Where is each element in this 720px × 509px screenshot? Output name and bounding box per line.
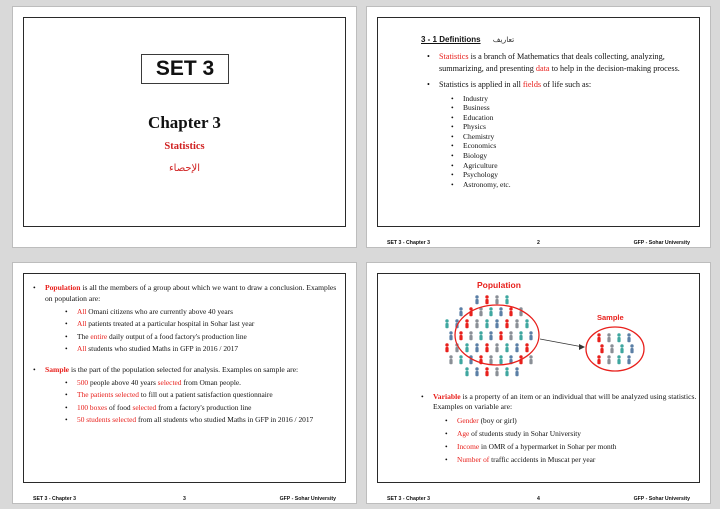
list-item xyxy=(65,344,345,355)
population-sample-figure xyxy=(437,289,647,389)
person-icon-head xyxy=(617,355,620,358)
person-icon-body xyxy=(489,359,492,364)
footer-chapter: SET 3 - Chapter 3 xyxy=(33,496,76,502)
arrow-line xyxy=(540,339,583,347)
person-icon-head xyxy=(499,355,502,358)
sample-definition xyxy=(33,365,345,426)
list-item xyxy=(65,378,345,389)
person-icon-head xyxy=(475,295,478,298)
item-text: from a factory's production line xyxy=(156,402,252,412)
person-icon-body xyxy=(597,359,600,364)
applied-text-end: of life such as: xyxy=(541,80,592,89)
highlight: Age xyxy=(457,429,470,438)
applied-text: Statistics is applied in all xyxy=(439,80,523,89)
person-icon-head xyxy=(479,355,482,358)
person-icon-body xyxy=(489,311,492,316)
list-item: • Psychology xyxy=(451,170,697,180)
section-title xyxy=(421,35,514,44)
person-icon-body xyxy=(479,335,482,340)
person-icon-body xyxy=(515,347,518,352)
person-icon-body xyxy=(509,335,512,340)
person-icon-body xyxy=(485,299,488,304)
person-icon-body xyxy=(475,371,478,376)
person-icon-head xyxy=(620,344,623,347)
person-icon-body xyxy=(469,335,472,340)
person-icon-body xyxy=(627,337,630,342)
person-icon-body xyxy=(475,323,478,328)
person-icon-head xyxy=(505,319,508,322)
person-icon-head xyxy=(445,343,448,346)
person-icon-head xyxy=(449,355,452,358)
list-item xyxy=(65,415,345,426)
person-icon-body xyxy=(610,348,613,353)
person-icon-body xyxy=(515,371,518,376)
person-icon-head xyxy=(465,319,468,322)
person-icon-body xyxy=(519,335,522,340)
person-icon-body xyxy=(525,323,528,328)
highlight: selected xyxy=(132,402,157,412)
highlight: Gender xyxy=(457,416,479,425)
person-icon-head xyxy=(505,343,508,346)
person-icon-head xyxy=(529,331,532,334)
item-text: of food xyxy=(107,402,133,412)
person-icon-head xyxy=(630,344,633,347)
variable-list xyxy=(421,392,703,468)
person-icon-head xyxy=(495,295,498,298)
item-text: patients treated at a particular hospital in Sohar last year xyxy=(86,319,255,329)
highlight: 100 boxes xyxy=(77,402,108,412)
slide-3 xyxy=(12,262,357,504)
variable-text: is a property of an item or an individual that will be analyzed using statistics. Examples on variable are: xyxy=(433,392,697,411)
page-number: 4 xyxy=(537,496,540,502)
person-icon-head xyxy=(475,367,478,370)
person-icon-head xyxy=(485,295,488,298)
person-icon-head xyxy=(459,307,462,310)
person-icon-head xyxy=(449,331,452,334)
person-icon-head xyxy=(505,367,508,370)
person-icon-body xyxy=(445,323,448,328)
person-icon-body xyxy=(485,347,488,352)
footer-university: GFP - Sohar University xyxy=(279,496,336,502)
person-icon-head xyxy=(607,333,610,336)
item-text: in OMR of a hypermarket in Sohar per month xyxy=(479,442,617,451)
person-icon-head xyxy=(617,333,620,336)
item-text: from Oman people. xyxy=(181,378,242,388)
item-text: of students study in Sohar University xyxy=(469,429,582,438)
person-icon-head xyxy=(505,295,508,298)
person-icon-body xyxy=(515,323,518,328)
arrow-head-icon xyxy=(579,344,585,350)
statistics-definition xyxy=(427,51,697,74)
list-item xyxy=(65,319,345,330)
person-icon-body xyxy=(600,348,603,353)
person-icon-head xyxy=(525,343,528,346)
person-icon-body xyxy=(499,359,502,364)
highlight: 50 students selected xyxy=(77,415,137,425)
person-icon-body xyxy=(505,323,508,328)
sample-examples xyxy=(65,378,345,426)
definition-text: is a branch of Mathematics that deals collecting, analyzing, summarizing, and presenting xyxy=(439,52,665,73)
population-definition xyxy=(33,283,345,355)
person-icon-body xyxy=(627,359,630,364)
list-item: • Physics xyxy=(451,122,697,132)
person-icon-body xyxy=(509,311,512,316)
list-item xyxy=(445,429,703,439)
person-icon-body xyxy=(529,359,532,364)
person-icon-body xyxy=(495,323,498,328)
arabic-subtitle: الإحصاء xyxy=(168,163,201,174)
person-icon-body xyxy=(459,359,462,364)
highlight: All xyxy=(77,307,87,316)
person-icon-body xyxy=(449,335,452,340)
person-icon-body xyxy=(485,371,488,376)
page-number: 2 xyxy=(537,240,540,246)
footer-university: GFP - Sohar University xyxy=(633,496,690,502)
person-icon-body xyxy=(505,347,508,352)
list-item xyxy=(65,332,345,343)
footer-university: GFP - Sohar University xyxy=(633,240,690,246)
list-item xyxy=(65,307,345,318)
set-label: SET 3 xyxy=(141,54,229,84)
person-icon-body xyxy=(597,337,600,342)
fields-list xyxy=(451,94,697,190)
slide-4 xyxy=(366,262,711,504)
page-number: 3 xyxy=(183,496,186,502)
figure-sample-label: Sample xyxy=(597,313,624,322)
person-icon-body xyxy=(505,299,508,304)
person-icon-head xyxy=(469,331,472,334)
list-item xyxy=(445,416,703,426)
person-icon-body xyxy=(465,371,468,376)
term-data: data xyxy=(535,63,550,73)
highlight: All xyxy=(77,319,87,329)
item-text: to fill out a patient satisfaction questionnaire xyxy=(138,390,273,400)
person-icon-body xyxy=(505,371,508,376)
person-icon-body xyxy=(495,299,498,304)
item-text: daily output of a food factory's production line xyxy=(107,331,247,341)
person-icon-head xyxy=(489,355,492,358)
person-icon-body xyxy=(620,348,623,353)
person-icon-head xyxy=(515,319,518,322)
term-population: Population xyxy=(45,283,81,292)
person-icon-head xyxy=(485,319,488,322)
list-item: • Agriculture xyxy=(451,161,697,171)
list-item: • Astronomy, etc. xyxy=(451,180,697,190)
slide-2 xyxy=(366,6,711,248)
person-icon-head xyxy=(499,307,502,310)
person-icon-head xyxy=(509,331,512,334)
highlight: Number of xyxy=(457,455,490,464)
person-icon-body xyxy=(617,337,620,342)
footer-chapter: SET 3 - Chapter 3 xyxy=(387,240,430,246)
person-icon-head xyxy=(495,343,498,346)
person-icon-body xyxy=(489,335,492,340)
person-icon-head xyxy=(529,355,532,358)
item-text: Omani citizens who are currently above 40 years xyxy=(86,307,233,316)
person-icon-head xyxy=(459,355,462,358)
person-icon-body xyxy=(499,311,502,316)
person-icon-head xyxy=(627,333,630,336)
highlight: selected xyxy=(157,378,182,388)
sample-text: is the part of the population selected for analysis. Examples on sample are: xyxy=(69,364,299,374)
list-item: • Industry xyxy=(451,94,697,104)
person-icon-body xyxy=(459,311,462,316)
person-icon-head xyxy=(519,331,522,334)
footer-chapter: SET 3 - Chapter 3 xyxy=(387,496,430,502)
highlight: All xyxy=(77,343,87,353)
item-text: The xyxy=(77,331,91,341)
term-sample: Sample xyxy=(45,364,70,374)
person-icon-body xyxy=(617,359,620,364)
person-icon-head xyxy=(485,367,488,370)
person-icon-body xyxy=(607,359,610,364)
person-icon-body xyxy=(499,335,502,340)
person-icon-head xyxy=(597,333,600,336)
person-icon-head xyxy=(475,343,478,346)
person-icon-body xyxy=(465,323,468,328)
person-icon-body xyxy=(495,347,498,352)
term-fields: fields xyxy=(522,80,542,89)
person-icon-body xyxy=(459,335,462,340)
person-icon-body xyxy=(630,348,633,353)
variable-definition xyxy=(421,392,703,465)
item-text: students who studied Maths in GFP in 2016 / 2017 xyxy=(86,343,239,353)
list-item xyxy=(65,403,345,414)
chapter-title: Chapter 3 xyxy=(148,113,221,132)
figure-population-label: Population xyxy=(477,280,521,290)
person-icon-head xyxy=(525,319,528,322)
person-icon-head xyxy=(509,307,512,310)
person-icon-head xyxy=(465,343,468,346)
person-icon-head xyxy=(489,331,492,334)
list-item: • Economics xyxy=(451,141,697,151)
person-icon-head xyxy=(495,367,498,370)
list-item: • Biology xyxy=(451,151,697,161)
person-icon-head xyxy=(459,331,462,334)
person-icon-body xyxy=(485,323,488,328)
person-icon-head xyxy=(499,331,502,334)
person-icon-body xyxy=(479,311,482,316)
person-icon-head xyxy=(627,355,630,358)
person-icon-body xyxy=(519,311,522,316)
person-icon-head xyxy=(610,344,613,347)
highlight: Income xyxy=(457,442,480,451)
section-title-text: 3 - 1 Definitions xyxy=(421,35,481,44)
person-icon-head xyxy=(519,355,522,358)
population-text: is all the members of a group about which we want to draw a conclusion. Examples on population are: xyxy=(45,283,337,303)
person-icon-head xyxy=(445,319,448,322)
item-text: (boy or girl) xyxy=(478,416,517,425)
person-icon-head xyxy=(485,343,488,346)
list-item xyxy=(445,442,703,452)
person-icon-head xyxy=(509,355,512,358)
highlight: entire xyxy=(90,331,108,341)
person-icon-head xyxy=(600,344,603,347)
person-icon-body xyxy=(529,335,532,340)
chapter-subtitle: Statistics xyxy=(164,141,205,152)
highlight: 500 xyxy=(77,378,89,388)
population-sample-list xyxy=(33,283,345,427)
person-icon-body xyxy=(465,347,468,352)
list-item: • Business xyxy=(451,103,697,113)
person-icon-head xyxy=(489,307,492,310)
person-icon-body xyxy=(607,337,610,342)
person-icon-body xyxy=(475,299,478,304)
person-icon-body xyxy=(449,359,452,364)
person-icon-head xyxy=(475,319,478,322)
definition-text-end: to help in the decision-making process. xyxy=(549,63,680,73)
person-icon-head xyxy=(607,355,610,358)
person-icon-head xyxy=(515,343,518,346)
sample-circle-large xyxy=(586,327,644,371)
term-statistics: Statistics xyxy=(439,52,469,61)
list-item xyxy=(65,390,345,401)
item-text: people above 40 years xyxy=(88,378,158,388)
section-title-arabic: تعاريف xyxy=(492,35,515,44)
person-icon-head xyxy=(597,355,600,358)
person-icon-head xyxy=(515,367,518,370)
list-item: • Chemistry xyxy=(451,132,697,142)
variable-examples xyxy=(445,416,703,465)
definitions-list xyxy=(427,51,697,194)
population-examples xyxy=(65,307,345,355)
sample-circle-small xyxy=(455,305,539,365)
item-text: traffic accidents in Muscat per year xyxy=(489,455,596,464)
person-icon-head xyxy=(465,367,468,370)
person-icon-head xyxy=(495,319,498,322)
highlight: The patients selected xyxy=(77,390,139,400)
list-item: • Education xyxy=(451,113,697,123)
person-icon-body xyxy=(475,347,478,352)
person-icon-head xyxy=(479,331,482,334)
person-icon-body xyxy=(525,347,528,352)
applied-fields xyxy=(427,79,697,189)
list-item xyxy=(445,455,703,465)
item-text: from all students who studied Maths in GFP in 2016 / 2017 xyxy=(136,415,314,425)
term-variable: Variable xyxy=(433,392,461,401)
person-icon-body xyxy=(445,347,448,352)
slide-1 xyxy=(12,6,357,248)
person-icon-body xyxy=(495,371,498,376)
